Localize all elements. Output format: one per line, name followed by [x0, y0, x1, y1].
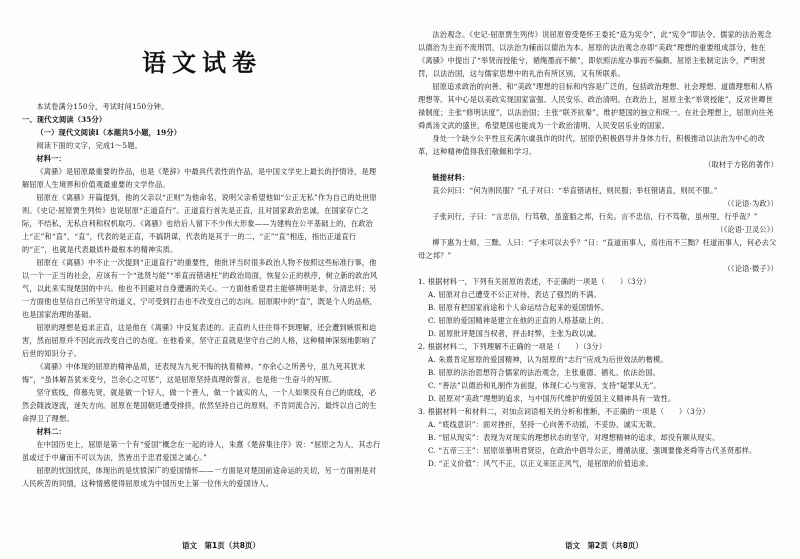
paragraph: 屈原追求政治的向善、和“美政”理想的目标和内容是广泛的，包括政治理想、社会理想、道德理想和人格理想等。其中心是以美政实现国家富强、人民安乐、政治清明。在政治上，屈原主张“举贤授能”，反对世卿世禄制度；主张“修明法度”，以法治国；主张“联齐抗秦”，维护楚国的独立和统一。在社会理想上，屈原向往尧舜禹汤文武的盛世，希望楚国也能成为一个政治清明、人民安居乐业的国家。: [418, 82, 774, 130]
option-c: C. “五帝三王”：屈原崇慕明君贤臣，在政治中倡导公正，遵循法度，强调要像尧舜等古代圣贤那样。: [428, 446, 757, 455]
section-heading: 一、现代文阅读（35分）: [22, 115, 107, 124]
paragraph: 在中国历史上，屈原是第一个有“爱国”概念在一起的诗人，朱熹《楚辞集注序》说：“屈原之为人，其志行虽或过于中庸而不可以为法，然皆出于忠君爱国之诚心。”: [22, 440, 381, 462]
material-label: 材料一：: [36, 154, 66, 163]
option-d: D. 屈原批评楚国当权者，抨击时弊，主张为政以诚。: [428, 329, 602, 338]
option-c: C. “善法”以德治和礼制作为前提，体现仁心与宽容，支持“疑罪从无”。: [428, 381, 661, 390]
option-d: D. “正义价值”：风气不正，以正义来匡正风气，是屈原的价值追求。: [428, 459, 654, 468]
intro-text: 本试卷满分150分，考试时间150分钟。: [36, 102, 169, 111]
option-a: A. 屈原对自己遭受不公正对待，表达了强烈的不满。: [428, 290, 601, 299]
link-quote: 子张问行，子曰：“言忠信，行笃敬，虽蛮貊之邦，行矣。言不忠信，行不笃敬，虽州里，行乎哉？”: [432, 212, 758, 221]
material-label: 材料二：: [36, 427, 66, 436]
page-title: 语文试卷: [142, 49, 262, 77]
page-footer-left: 语文 第1页（共8页）: [182, 541, 260, 550]
link-quote: 柳下惠为士师，三黜。人曰：“子未可以去乎？”曰：“直道而事人，焉往而不三黜？枉道而事人，何必去父母之邦？”: [418, 238, 777, 260]
subsection-heading: （一）现代文阅读Ⅰ（本题共5小题，19分）: [36, 128, 182, 137]
question-2: 2. 根据材料二，下列理解不正确的一项是（ ）（3分）: [418, 342, 607, 351]
option-b: B. 屈原有把国家前途和个人命运结合起来的爱国情怀。: [428, 303, 609, 312]
option-a: A. 朱熹肯定屈原的爱国精神，认为屈原的“志行”应成为后世效法的楷模。: [428, 355, 668, 364]
paragraph: 《离骚》是屈原最重要的作品，也是《楚辞》中最具代表性的作品，是中国文学史上最长的抒情诗，是理解屈原人生境界和价值观最重要的文学作品。: [22, 167, 377, 189]
link-quote: 哀公问曰：“何为则民服？”孔子对曰：“举直错诸枉，则民服；举枉错诸直，则民不服。”: [432, 186, 718, 195]
option-b: B. “屈从现实”：表现为对现实的理想状态的坚守，对理想精神的追求，却没有顺从现实。: [428, 433, 720, 442]
paragraph: 坚守底线，仰慕先贤，就是做一个好人，做一个善人，做一个诚实的人，一个人如果没有自己的底线，必然会随波逐流，迷失方向。屈原在楚国朝廷遭受排挤，依然坚持自己的原则，不肯同流合污，最终以自己的生命捍卫了理想。: [22, 388, 377, 423]
left-column: [22, 28, 382, 490]
link-source: （《论语·为政》）: [723, 199, 778, 208]
link-source: （《论语·微子》）: [723, 264, 778, 273]
question-3: 3. 根据材料一和材料二，对加点词语相关的分析和推断，不正确的一项是（ ）（3分）: [418, 407, 710, 416]
paragraph: 屈原的理想是追求正直，这是他在《离骚》中反复表述的。正直的人往往得不到理解，还会遭到嫉恨和迫害，然而屈原并不因此而改变自己的态度。在他看来，坚守正直就是坚守自己的人格，这种精神深刻地影响了后世的知识分子。: [22, 323, 377, 358]
paragraph: 身处一个缺少公平性且充满尔虞我诈的时代，屈原仍积极倡导并身体力行，积极推动以法治为中心的改革，这种精神值得我们敬佩和学习。: [418, 134, 765, 156]
paragraph: 屈原的忧国忧民，体现出的是忧愤深广的爱国情怀——一方面是对楚国前途命运的关切，另一方面则是对人民疾苦的同情，这种情感使得屈原成为中国历史上第一位伟大的爱国诗人。: [22, 466, 377, 488]
instruction-text: 阅读下面的文字，完成1～5题。: [36, 141, 142, 150]
paragraph: 法治观念。《史记·屈原贾生列传》说屈原曾受楚怀王委托“造为宪令”，此“宪令”即法令。儒家的法治观念以德治为主而不废刑罚，以法治为辅而以德治为本。屈原的法治观念亦即“美政”理想的重要组成部分，他在《离骚》中提出了“举贤而授能兮，循绳墨而不颇”，即依照法度办事而不偏颇。屈原主张制定法令，严明赏罚，以法治国，这与儒家思想中的礼治有所区别，又有所联系。: [418, 30, 772, 78]
link-source: （《论语·卫灵公》）: [716, 225, 778, 234]
paragraph: 屈原在《离骚》开篇提到，他的父亲以“正则”为他命名，说明父亲希望他如“公正无私”作为自己的处世原则。《史记·屈原贾生列传》也说屈原“正道直行”。正道直行首先是正直，且对国家政治忠诚，在国家存亡之际，不结私，无私自利和权机取巧。《离骚》也给后人留下不少伟大形象——为建构在公平基础上的，在政治上“正”和“直”，“直”，代表的是正直，不搞阴谋，代表的是其于一的二，“正”“直”相连，指出正道直行的“正”，也就是代表最质朴最根本的精神实质。: [22, 193, 377, 254]
source-note: （取材于方铭的著作）: [704, 160, 778, 169]
option-d: D. 屈原对“美政”理想的追求，与中国历代维护的爱国主义精神具有一致性。: [428, 394, 676, 403]
paragraph: 屈原在《离骚》中不止一次提到“正道直行”的重要性，他批评当时很多政治人物不按照这些标准行事，他以一个一正当的社会，应该有一个“选贤与能”“举直而错诸枉”的政治局面，恢复公正的秩序，树立新的政治风气，以此来实现楚国的中兴。他也不回避对自身遭遇的关心。一方面他希望君主能够辨明是非，分清忠奸；另一方面他也坚信自己所坚守的道义，宁可受到打击也不改变自己的志向。屈原眼中的“直”，既是个人的品格，也是国家治理的基础。: [22, 258, 378, 319]
option-a: A. “底线意识”：面对挫折，坚持一心向善不动摇，不妥协，诚实无欺。: [428, 420, 661, 429]
link-material-label: 链接材料：: [432, 173, 470, 182]
page-footer-right: 语文 第2页（共8页）: [565, 541, 643, 550]
option-c: C. 屈原的爱国精神是建立在他的正直的人格基础上的。: [428, 316, 609, 325]
question-1: 1. 根据材料一，下列有关屈原的表述，不正确的一项是（ ）（3分）: [418, 277, 651, 286]
right-column: [418, 28, 778, 470]
option-b: B. 屈原的法治思想符合儒家的法治观念，主张重德、循礼、依法治国。: [428, 368, 661, 377]
paragraph: 《离骚》中体现的屈原的精神品质，还表现为九死不悔的执着精神。“亦余心之所善兮，虽九死其犹未悔”，“虽体解吾犹未变兮，岂余心之可惩”，这是屈原坚持真理的誓言，也是他一生奋斗的写照。: [22, 362, 366, 384]
